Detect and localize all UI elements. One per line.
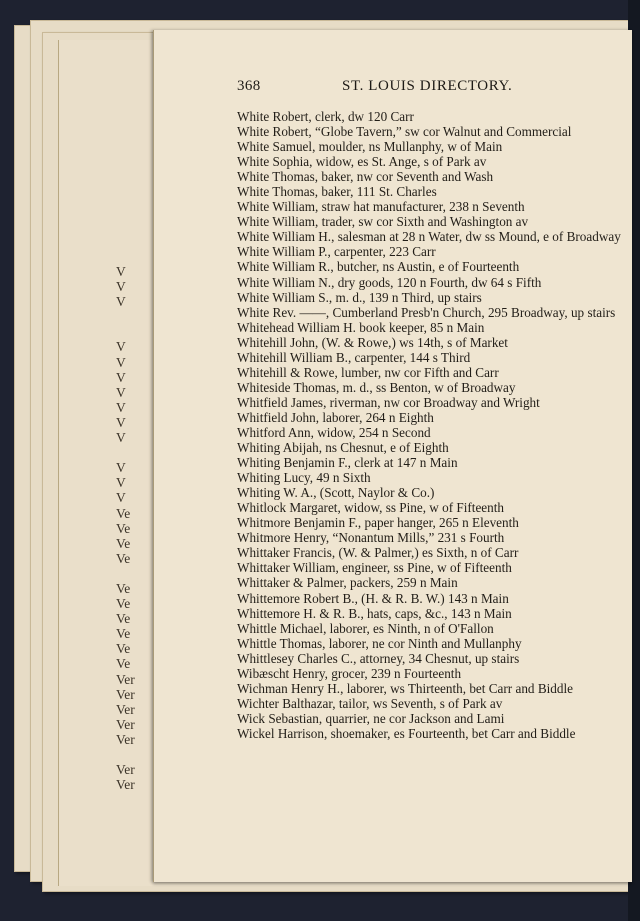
directory-entry (237, 290, 621, 305)
bleed-through-column (116, 264, 156, 792)
entry-name: White Sophia (237, 154, 310, 170)
bleed-letter: Ve (116, 550, 131, 566)
directory-entry (237, 485, 621, 500)
entry-name: White Thomas (237, 184, 315, 200)
entry-details: , widow, 254 n Second (310, 424, 431, 440)
directory-entry (237, 591, 621, 606)
entry-details: , m. d., ss Benton, w of Broadway (336, 379, 516, 395)
entry-name: Whittaker William (237, 560, 336, 576)
entry-name: Whittemore H. & R. B. (237, 605, 361, 621)
entry-details: , Cumberland Presb'n Church, 295 Broadway, up stairs (325, 304, 616, 320)
entry-name: Whitford Ann (237, 424, 311, 440)
entry-name: Whiting Abijah (237, 440, 319, 456)
entry-name: White William (237, 199, 315, 215)
directory-entry (237, 109, 621, 124)
entry-details: , shoemaker, es Fourteenth, bet Carr and Biddle (324, 725, 576, 741)
entry-details: , laborer, 264 n Eighth (315, 409, 434, 425)
directory-entry (237, 440, 621, 455)
directory-entry (237, 696, 621, 711)
directory-entry (237, 560, 621, 575)
directory-entry (237, 530, 621, 545)
directory-entries (237, 109, 621, 741)
entry-name: White Thomas (237, 169, 315, 185)
entry-details: , carpenter, 144 s Third (347, 349, 471, 365)
bleed-letter: V (116, 460, 126, 476)
entry-name: Wichter Balthazar (237, 695, 333, 711)
bleed-letter: V (116, 399, 126, 415)
entry-details: , laborer, ne cor Ninth and Mullanphy (322, 635, 522, 651)
entry-details: , widow, es St. Ange, s of Park av (309, 154, 487, 170)
entry-name: Whitfield James (237, 394, 324, 410)
entry-details: , lumber, nw cor Fifth and Carr (334, 364, 499, 380)
bleed-letter: Ve (116, 580, 131, 596)
directory-entry (237, 169, 621, 184)
entry-name: White William H. (237, 229, 332, 245)
page-number: 368 (237, 78, 261, 94)
entry-details: , quarrier, ne cor Jackson and Lami (318, 710, 505, 726)
entry-details: , (W. & Rowe,) ws 14th, s of Market (315, 334, 508, 350)
entry-details: , riverman, nw cor Broadway and Wright (323, 394, 540, 410)
bleed-letter: V (116, 490, 126, 506)
entry-name: White William R. (237, 259, 331, 275)
entry-name: Whiting Benjamin F. (237, 455, 348, 471)
directory-entry (237, 124, 621, 139)
entry-details: , attorney, 34 Chesnut, up stairs (353, 650, 520, 666)
bleed-letter: Ve (116, 505, 131, 521)
entry-details: , 49 n Sixth (309, 470, 371, 486)
bleed-letter: V (116, 264, 126, 279)
entry-name: Wichman Henry H. (237, 680, 341, 696)
directory-page (153, 30, 632, 882)
entry-name: White Robert (237, 109, 309, 124)
entry-details: , butcher, ns Austin, e of Fourteenth (330, 259, 520, 275)
directory-entry (237, 259, 621, 274)
bleed-letter: V (116, 384, 126, 400)
directory-entry (237, 139, 621, 154)
bleed-letter: V (116, 279, 126, 295)
bleed-letter: Ver (116, 731, 135, 747)
entry-details: , carpenter, 223 Carr (327, 244, 436, 260)
entry-name: Whittemore Robert B. (237, 590, 355, 606)
directory-entry (237, 229, 621, 244)
directory-entry (237, 350, 621, 365)
directory-entry (237, 154, 621, 169)
entry-details: , clerk at 147 n Main (347, 455, 458, 471)
entry-details: , hats, caps, &c., 143 n Main (360, 605, 512, 621)
bleed-letter: V (116, 369, 126, 385)
entry-details: , “Globe Tavern,” sw cor Walnut and Commercial (308, 124, 572, 140)
entry-details: , grocer, 239 n Fourteenth (324, 665, 462, 681)
entry-name: Whittlesey Charles C. (237, 650, 354, 666)
entry-name: Whiteside Thomas (237, 379, 337, 395)
entry-details: book keeper, 85 n Main (355, 319, 485, 335)
entry-name: Wickel Harrison (237, 725, 324, 741)
entry-name: Whitmore Henry (237, 530, 326, 546)
entry-details: , (H. & R. B. W.) 143 n Main (354, 590, 509, 606)
bleed-letter: V (116, 475, 126, 491)
entry-details: , trader, sw cor Sixth and Washington av (314, 214, 529, 230)
bleed-letter: Ver (116, 686, 135, 702)
entry-name: Wick Sebastian (237, 710, 319, 726)
bleed-letter (116, 309, 156, 324)
directory-entry (237, 606, 621, 621)
entry-details: , straw hat manufacturer, 238 n Seventh (314, 199, 525, 215)
entry-name: Whittle Michael (237, 620, 324, 636)
directory-entry (237, 666, 621, 681)
entry-name: Whitehead William H. (237, 319, 356, 335)
entry-details: , tailor, ws Seventh, s of Park av (332, 695, 503, 711)
entry-name: White William (237, 214, 315, 230)
bleed-letter: Ve (116, 535, 131, 551)
bleed-letter (116, 566, 156, 581)
directory-entry (237, 545, 621, 560)
entry-details: , baker, 111 St. Charles (314, 184, 437, 200)
directory-entry (237, 214, 621, 229)
entry-details: , clerk, dw 120 Carr (308, 109, 414, 124)
entry-name: Whiting Lucy (237, 470, 310, 486)
entry-details: , packers, 259 n Main (343, 575, 458, 591)
entry-details: , (Scott, Naylor & Co.) (313, 485, 435, 501)
directory-entry (237, 681, 621, 696)
entry-details: , moulder, ns Mullanphy, w of Main (312, 139, 503, 155)
bleed-letter: Ver (116, 671, 135, 687)
directory-entry (237, 410, 621, 425)
entry-name: Whitehill William B. (237, 349, 348, 365)
directory-entry (237, 500, 621, 515)
bleed-letter: V (116, 294, 126, 310)
bleed-letter (116, 747, 156, 762)
directory-entry (237, 244, 621, 259)
bleed-letter: V (116, 339, 126, 355)
directory-entry (237, 515, 621, 530)
directory-entry (237, 305, 621, 320)
entry-details: , ns Chesnut, e of Eighth (318, 440, 449, 456)
entry-details: , paper hanger, 265 n Eleventh (357, 515, 519, 531)
page-header (237, 78, 617, 98)
directory-entry (237, 395, 621, 410)
directory-entry (237, 380, 621, 395)
bleed-letter: V (116, 414, 126, 430)
entry-name: White Robert (237, 124, 309, 140)
entry-details: , engineer, ss Pine, w of Fifteenth (335, 560, 512, 576)
bleed-letter: Ve (116, 520, 131, 536)
entry-name: White Samuel (237, 139, 313, 155)
directory-entry (237, 320, 621, 335)
entry-name: Whittle Thomas (237, 635, 323, 651)
bleed-letter: Ver (116, 701, 135, 717)
entry-name: White Rev. —— (237, 304, 326, 320)
directory-entry (237, 470, 621, 485)
entry-details: , “Nonantum Mills,” 231 s Fourth (325, 530, 505, 546)
directory-entry (237, 575, 621, 590)
bleed-letter: Ver (116, 777, 135, 793)
entry-name: White William P. (237, 244, 328, 260)
bleed-letter: Ve (116, 611, 131, 627)
entry-name: Whittaker Francis (237, 545, 332, 561)
directory-entry (237, 726, 621, 741)
bleed-letter: Ver (116, 762, 135, 778)
bleed-letter: Ve (116, 656, 131, 672)
directory-entry (237, 275, 621, 290)
entry-details: , salesman at 28 n Water, dw ss Mound, e of Broadway (331, 229, 621, 245)
entry-details: , baker, nw cor Seventh and Wash (314, 169, 494, 185)
entry-name: Whitmore Benjamin F. (237, 515, 358, 531)
directory-entry (237, 651, 621, 666)
entry-name: White William N. (237, 274, 332, 290)
directory-entry (237, 425, 621, 440)
bleed-letter: Ve (116, 626, 131, 642)
entry-name: White William S. (237, 289, 329, 305)
directory-entry (237, 621, 621, 636)
directory-entry (237, 455, 621, 470)
entry-name: Whitehill & Rowe (237, 364, 335, 380)
entry-name: Whitehill John (237, 334, 316, 350)
bleed-letter: Ve (116, 596, 131, 612)
entry-name: Whiting W. A. (237, 485, 314, 501)
entry-details: , widow, ss Pine, w of Fifteenth (337, 500, 505, 516)
bleed-letter: V (116, 430, 126, 446)
entry-details: , (W. & Palmer,) es Sixth, n of Carr (331, 545, 519, 561)
directory-entry (237, 365, 621, 380)
entry-name: Whitlock Margaret (237, 500, 338, 516)
directory-entry (237, 711, 621, 726)
bleed-letter: V (116, 354, 126, 370)
bleed-letter: Ve (116, 641, 131, 657)
page-title: ST. LOUIS DIRECTORY. (342, 78, 513, 94)
bleed-letter (116, 324, 156, 339)
directory-entry (237, 636, 621, 651)
bleed-letter: Ver (116, 716, 135, 732)
directory-entry (237, 335, 621, 350)
entry-details: , laborer, es Ninth, n of O'Fallon (323, 620, 494, 636)
directory-entry (237, 199, 621, 214)
entry-details: , laborer, ws Thirteenth, bet Carr and Biddle (340, 680, 573, 696)
entry-name: Wibæscht Henry (237, 665, 325, 681)
entry-name: Whitfield John (237, 409, 316, 425)
directory-entry (237, 184, 621, 199)
entry-details: , m. d., 139 n Third, up stairs (328, 289, 482, 305)
entry-name: Whittaker & Palmer (237, 575, 344, 591)
entry-details: , dry goods, 120 n Fourth, dw 64 s Fifth (331, 274, 542, 290)
bleed-letter (116, 445, 156, 460)
